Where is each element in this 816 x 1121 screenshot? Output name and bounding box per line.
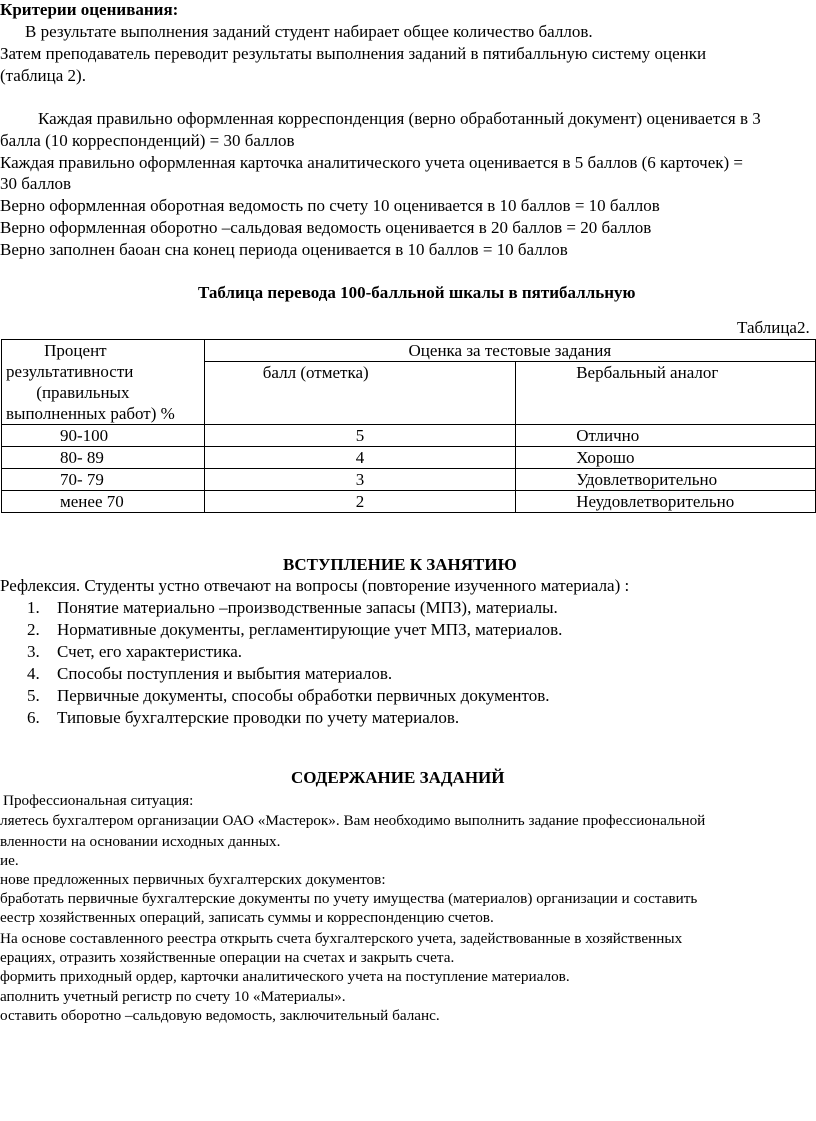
tasks-line: бработать первичные бухгалтерские документы по учету имущества (материалов) организации и составить [0, 890, 698, 907]
verbal-cell: Удовлетворительно [516, 469, 816, 491]
score-cell: 5 [204, 425, 515, 447]
table-caption: Таблица2. [737, 318, 810, 337]
table-header-row [2, 340, 816, 362]
grading-table [1, 339, 816, 513]
header-score-cell: балл (отметка) [204, 362, 515, 425]
header-percent-text: результативности [6, 362, 134, 381]
criteria-paragraph-line: (таблица 2). [0, 66, 86, 85]
tasks-line: формить приходный ордер, карточки аналитического учета на поступление материалов. [0, 968, 570, 985]
intro-lead: Рефлексия. Студенты устно отвечают на вопросы (повторение изученного материала) : [0, 576, 630, 595]
list-number: 3. [27, 642, 40, 661]
criteria-item-line: балла (10 корреспонденций) = 30 баллов [0, 131, 295, 150]
tasks-line: Профессиональная ситуация: [3, 792, 194, 809]
list-text: Типовые бухгалтерские проводки по учету материалов. [57, 708, 460, 727]
tasks-line: вленности на основании исходных данных. [0, 833, 281, 850]
table-row [2, 425, 816, 447]
list-number: 1. [27, 598, 40, 617]
score-cell: 3 [204, 469, 515, 491]
tasks-line: оставить оборотно –сальдовую ведомость, заключительный баланс. [0, 1007, 440, 1024]
list-text: Способы поступления и выбытия материалов. [57, 664, 393, 683]
verbal-cell: Хорошо [516, 447, 816, 469]
criteria-paragraph-line: В результате выполнения заданий студент набирает общее количество баллов. [25, 22, 593, 41]
percent-cell: менее 70 [2, 491, 205, 513]
tasks-line: ерациях, отразить хозяйственные операции на счетах и закрыть счета. [0, 949, 455, 966]
criteria-heading: Критерии оценивания: [0, 0, 179, 19]
list-text: Счет, его характеристика. [57, 642, 243, 661]
criteria-item-line: Верно заполнен баоан сна конец периода оценивается в 10 баллов = 10 баллов [0, 240, 568, 259]
header-percent-text: Процент [44, 341, 107, 360]
table-title: Таблица перевода 100-балльной шкалы в пятибалльную [198, 283, 636, 302]
header-group-cell: Оценка за тестовые задания [204, 340, 815, 362]
criteria-item-line: Каждая правильно оформленная карточка аналитического учета оценивается в 5 баллов (6 карточек) = [0, 153, 743, 172]
list-number: 4. [27, 664, 40, 683]
header-verbal-cell: Вербальный аналог [516, 362, 816, 425]
intro-title: ВСТУПЛЕНИЕ К ЗАНЯТИЮ [283, 555, 517, 574]
verbal-cell: Отлично [516, 425, 816, 447]
table-row [2, 447, 816, 469]
table-row [2, 491, 816, 513]
header-percent-text: (правильных [36, 383, 130, 402]
tasks-line: ие. [0, 852, 19, 869]
header-percent-text: выполненных работ) % [6, 404, 175, 423]
tasks-line: На основе составленного реестра открыть счета бухгалтерского учета, задействованные в хозяйственных [0, 930, 683, 947]
score-cell: 2 [204, 491, 515, 513]
tasks-line: ляетесь бухгалтером организации ОАО «Мастерок». Вам необходимо выполнить задание профессиональной [0, 812, 706, 829]
list-number: 6. [27, 708, 40, 727]
list-number: 2. [27, 620, 40, 639]
table-row [2, 469, 816, 491]
criteria-item-line: Каждая правильно оформленная корреспонденция (верно обработанный документ) оценивается в 3 [38, 109, 761, 128]
percent-cell: 80- 89 [2, 447, 205, 469]
percent-cell: 90-100 [2, 425, 205, 447]
list-text: Нормативные документы, регламентирующие учет МПЗ, материалов. [57, 620, 563, 639]
score-cell: 4 [204, 447, 515, 469]
tasks-title: СОДЕРЖАНИЕ ЗАДАНИЙ [291, 768, 505, 787]
list-number: 5. [27, 686, 40, 705]
header-percent-cell [2, 340, 205, 425]
tasks-line: нове предложенных первичных бухгалтерских документов: [0, 871, 386, 888]
criteria-paragraph-line: Затем преподаватель переводит результаты выполнения заданий в пятибалльную систему оценки [0, 44, 707, 63]
list-text: Понятие материально –производственные запасы (МПЗ), материалы. [57, 598, 558, 617]
list-text: Первичные документы, способы обработки первичных документов. [57, 686, 550, 705]
percent-cell: 70- 79 [2, 469, 205, 491]
tasks-line: аполнить учетный регистр по счету 10 «Материалы». [0, 988, 346, 1005]
criteria-item-line: Верно оформленная оборотная ведомость по счету 10 оценивается в 10 баллов = 10 баллов [0, 196, 660, 215]
tasks-line: еестр хозяйственных операций, записать суммы и корреспонденцию счетов. [0, 909, 494, 926]
criteria-item-line: 30 баллов [0, 174, 72, 193]
verbal-cell: Неудовлетворительно [516, 491, 816, 513]
criteria-item-line: Верно оформленная оборотно –сальдовая ведомость оценивается в 20 баллов = 20 баллов [0, 218, 652, 237]
